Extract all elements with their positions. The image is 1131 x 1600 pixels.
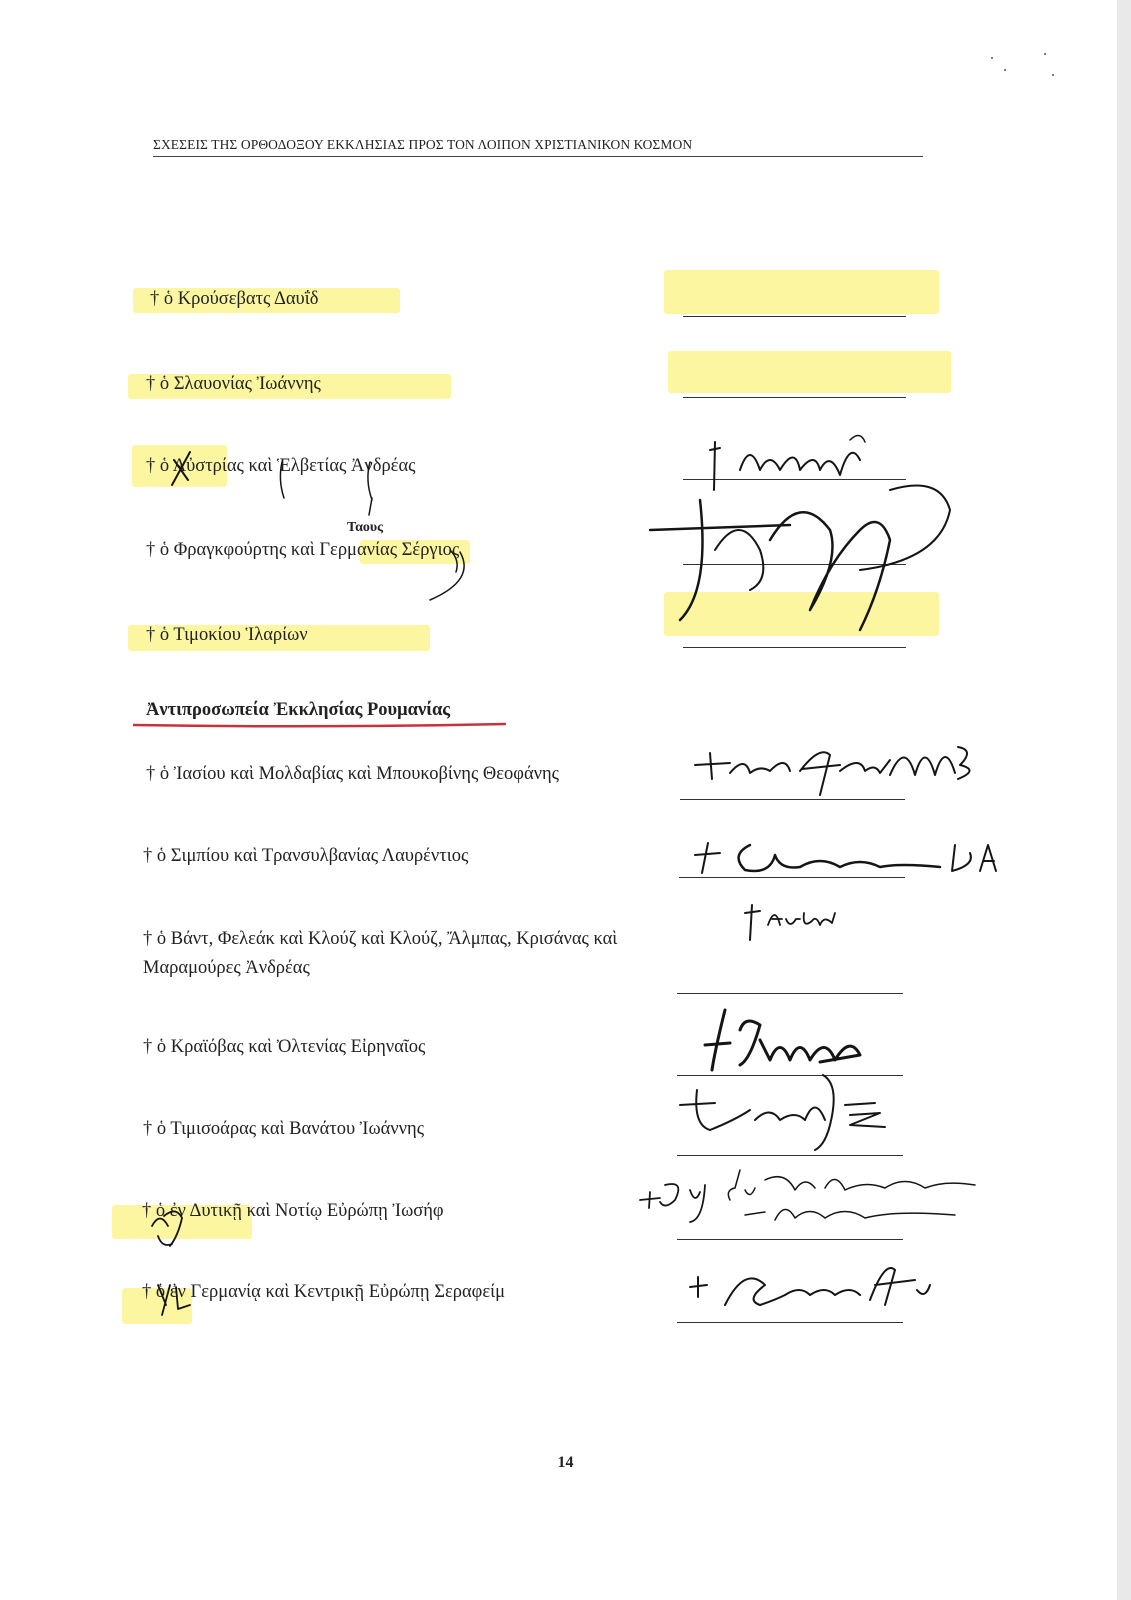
signatory-entry: † ὁ ἐν Γερμανίᾳ καὶ Κεντρικῇ Εὐρώπῃ Σεραφείμ — [142, 1282, 505, 1302]
signatory-entry: † ὁ Αὐστρίας καὶ Ἑλβετίας Ἀνδρέας — [146, 456, 416, 476]
signature — [675, 1065, 895, 1155]
signature-line — [677, 993, 903, 994]
signature — [635, 1160, 1005, 1230]
signatory-entry: † ὁ Σλαυονίας Ἰωάννης — [146, 374, 321, 394]
signature-line — [677, 1322, 903, 1323]
handwritten-insert: Ταους — [347, 520, 384, 535]
signatory-entry: † ὁ ἐν Δυτικῇ καὶ Νοτίῳ Εὐρώπῃ Ἰωσήφ — [142, 1201, 444, 1221]
pen-marks — [140, 1196, 200, 1256]
pen-marks — [148, 1275, 208, 1325]
signature — [690, 815, 1010, 885]
signature-line — [683, 397, 906, 398]
signatory-entry: † ὁ Βάντ, Φελεάκ καὶ Κλούζ καὶ Κλούζ, Ἄλμπας, Κρισάνας καὶ Μαραμούρες Ἀνδρέας — [143, 929, 618, 978]
scan-specks — [990, 50, 1070, 90]
signatory-entry: † ὁ Ἰασίου καὶ Μολδαβίας καὶ Μπουκοβίνης Θεοφάνης — [146, 764, 560, 784]
highlight — [668, 351, 951, 393]
page-number: 14 — [557, 1454, 574, 1471]
pen-marks — [160, 440, 520, 610]
signature-line — [677, 1239, 903, 1240]
highlight — [664, 270, 939, 314]
signatory-entry: † ὁ Τιμοκίου Ἱλαρίων — [146, 625, 308, 645]
section-title: Ἀντιπροσωπεία Ἐκκλησίας Ρουμανίας — [146, 700, 451, 720]
signatory-entry: † ὁ Φραγκφούρτης καὶ Γερμανίας Σέργιος — [146, 540, 460, 560]
red-underline — [131, 721, 508, 729]
signatory-entry: † ὁ Σιμπίου καὶ Τρανσυλβανίας Λαυρέντιος — [143, 846, 469, 866]
signatory-entry: † ὁ Κραϊόβας καὶ Ὀλτενίας Εἰρηναῖος — [143, 1037, 426, 1057]
header-rule — [153, 156, 923, 157]
signatory-entry: † ὁ Κρούσεβατς Δαυΐδ — [150, 289, 319, 309]
signature — [685, 1255, 945, 1315]
header-title: ΣΧΕΣΕΙΣ ΤΗΣ ΟΡΘΟΔΟΞΟΥ ΕΚΚΛΗΣΙΑΣ ΠΡΟΣ ΤΟΝ ΛΟΙΠΟΝ ΧΡΙΣΤΙΑΝΙΚΟΝ ΚΟΣΜΟΝ — [153, 137, 693, 152]
signature — [690, 735, 980, 810]
running-header — [153, 137, 923, 157]
signature — [740, 895, 860, 945]
signatory-entry: † ὁ Τιμισοάρας καὶ Βανάτου Ἰωάννης — [143, 1119, 425, 1139]
scan-edge — [1117, 0, 1131, 1600]
signature-line — [683, 316, 906, 317]
signature — [640, 470, 960, 640]
signature-line — [677, 1155, 903, 1156]
signature-line — [683, 647, 906, 648]
